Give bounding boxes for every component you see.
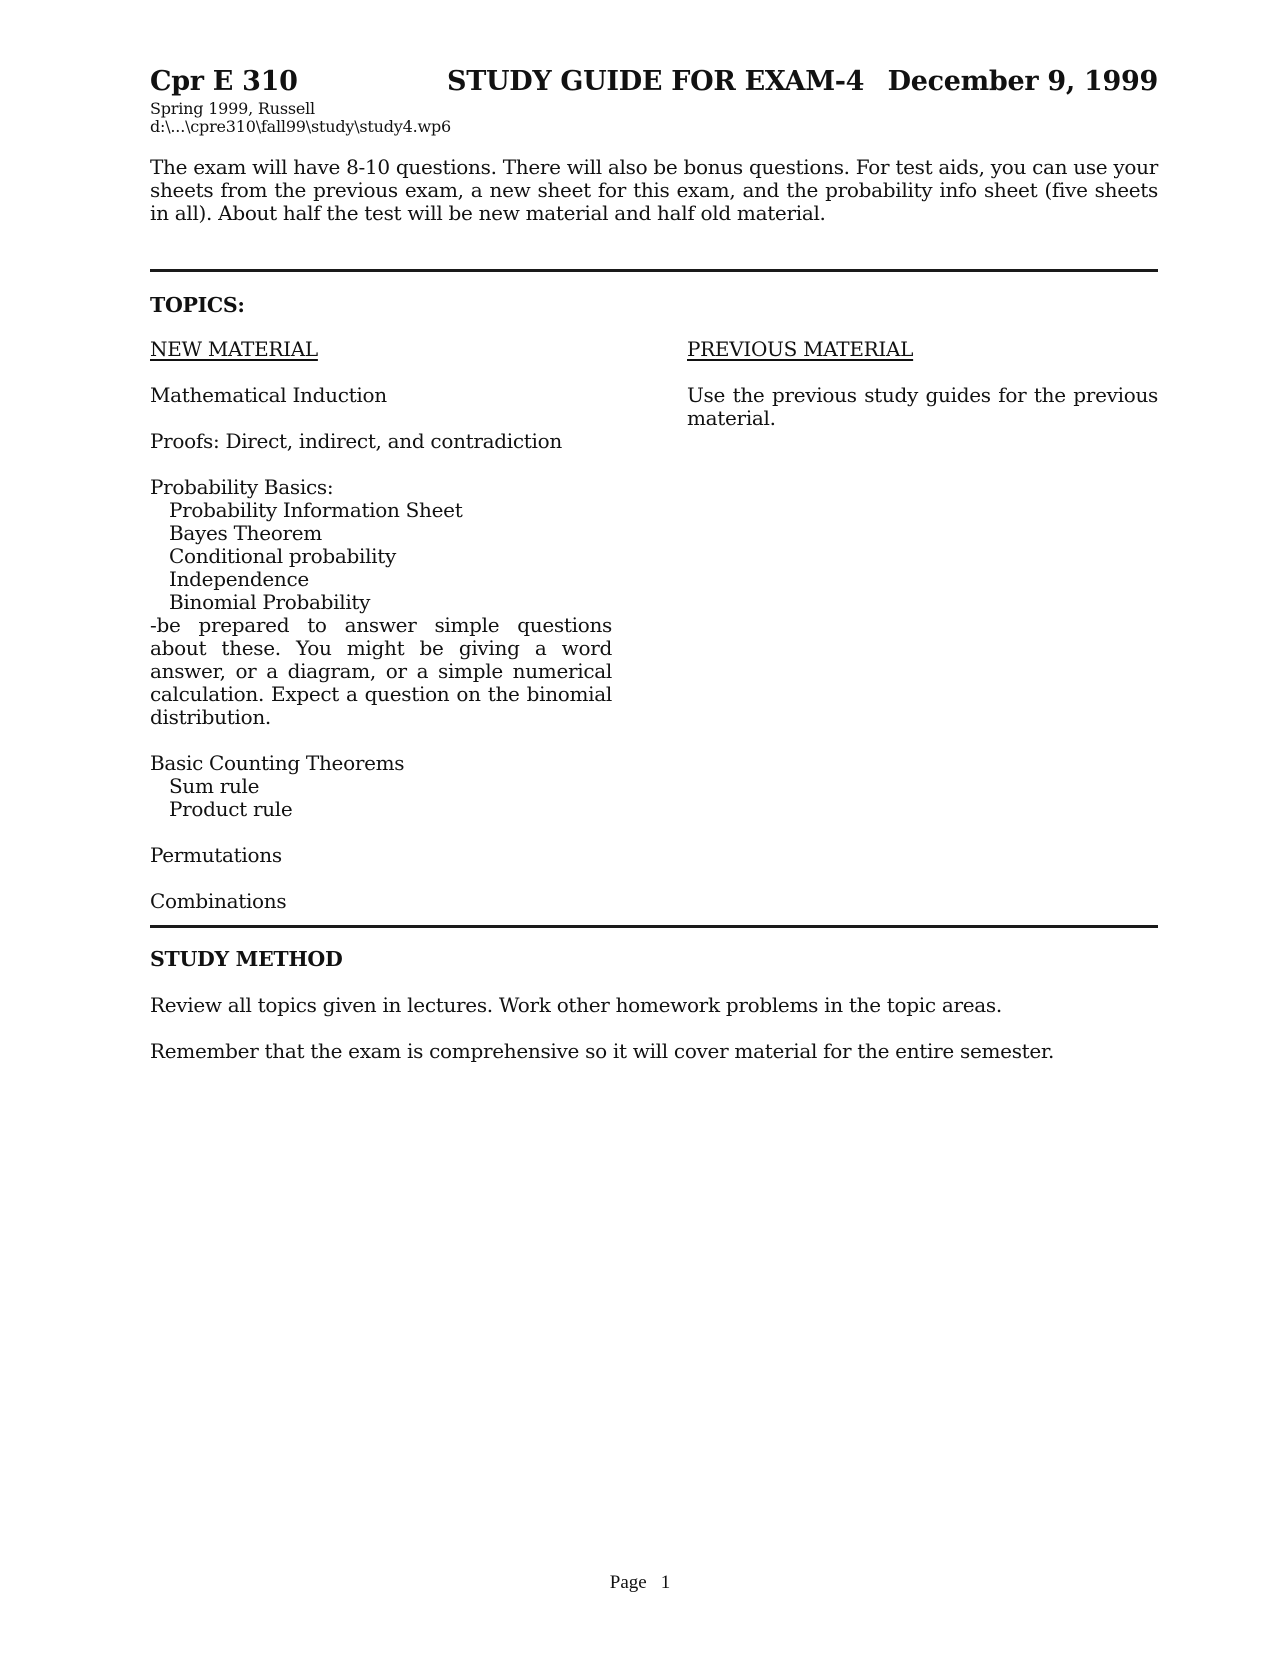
previous-material-text: Use the previous study guides for the previous material. bbox=[687, 383, 1158, 430]
course-code: Cpr E 310 bbox=[150, 66, 298, 97]
probability-note: -be prepared to answer simple questions about these. You might be giving a word answer, or a diagram, or a simple numerical calculation. Expect a question on the binomial distribution. bbox=[150, 613, 612, 729]
document-header bbox=[150, 66, 1158, 100]
study-method-paragraph: Remember that the exam is comprehensive so it will cover material for the entire semester. bbox=[150, 1039, 1055, 1063]
topic-subitem: Bayes Theorem bbox=[169, 521, 322, 545]
topic-subitem: Binomial Probability bbox=[169, 590, 371, 614]
study-method-paragraph: Review all topics given in lectures. Work other homework problems in the topic areas. bbox=[150, 993, 1002, 1017]
topic-subitem: Conditional probability bbox=[169, 544, 397, 568]
topic-combinations: Combinations bbox=[150, 889, 287, 913]
probability-basics-label: Probability Basics: bbox=[150, 475, 334, 499]
topic-subitem: Independence bbox=[169, 567, 309, 591]
topic-subitem: Probability Information Sheet bbox=[169, 498, 463, 522]
page-number: 1 bbox=[660, 1572, 671, 1593]
previous-material-column bbox=[687, 338, 1158, 430]
topic-item: Proofs: Direct, indirect, and contradiction bbox=[150, 429, 562, 453]
topic-item: Mathematical Induction bbox=[150, 383, 387, 407]
previous-material-heading: PREVIOUS MATERIAL bbox=[687, 337, 914, 361]
topic-subitem: Sum rule bbox=[169, 774, 260, 798]
page-label: Page bbox=[609, 1572, 647, 1593]
document-title: STUDY GUIDE FOR EXAM-4 bbox=[447, 66, 865, 97]
topics-columns bbox=[150, 338, 1158, 913]
topic-permutations: Permutations bbox=[150, 843, 282, 867]
document-page bbox=[150, 66, 1158, 1063]
counting-label: Basic Counting Theorems bbox=[150, 751, 405, 775]
section-divider bbox=[150, 925, 1158, 928]
page-footer bbox=[0, 1572, 1280, 1594]
file-path: d:\...\cpre310\fall99\study\study4.wp6 bbox=[150, 117, 451, 136]
document-date: December 9, 1999 bbox=[887, 66, 1158, 97]
topics-heading: TOPICS: bbox=[150, 293, 245, 317]
section-divider bbox=[150, 269, 1158, 272]
study-method-heading: STUDY METHOD bbox=[150, 947, 343, 971]
topic-subitem: Product rule bbox=[169, 797, 293, 821]
new-material-column bbox=[150, 338, 612, 913]
semester-author: Spring 1999, Russell bbox=[150, 99, 315, 118]
intro-paragraph: The exam will have 8-10 questions. There will also be bonus questions. For test aids, you can use your sheets from the previous exam, a new sheet for this exam, and the probability info sheet (five sheets in all). About half the test will be new material and half old material. bbox=[150, 155, 1158, 225]
new-material-heading: NEW MATERIAL bbox=[150, 337, 318, 361]
